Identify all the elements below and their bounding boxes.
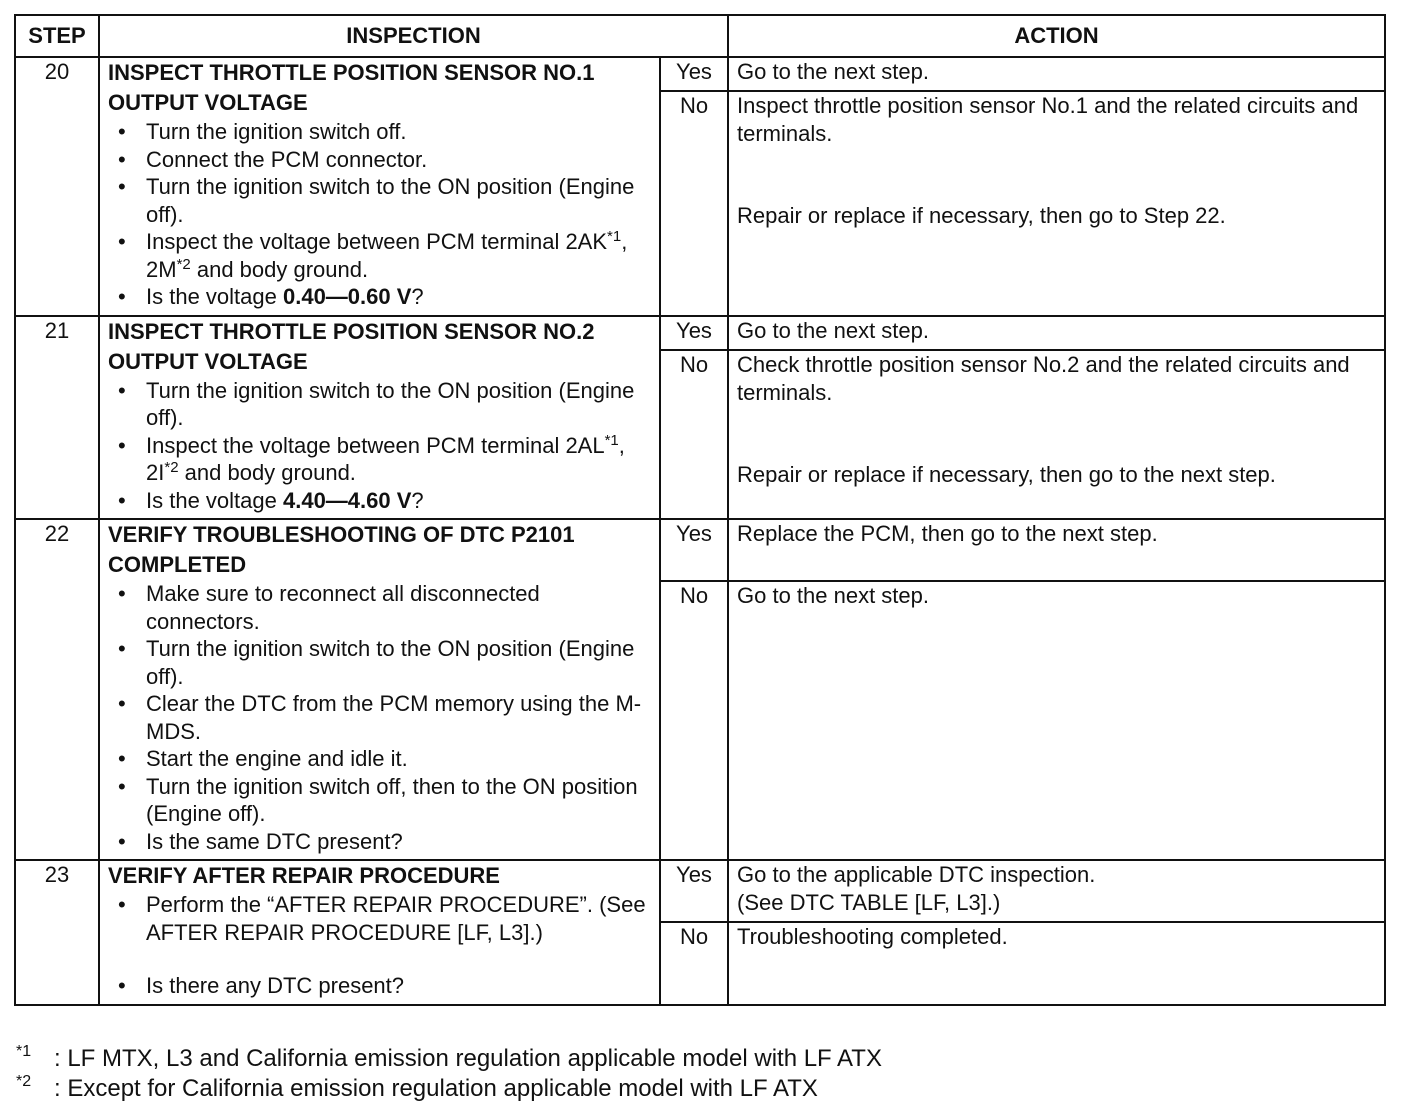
step-row-yes: [15, 57, 1385, 91]
bullet-item: [108, 487, 651, 515]
bullet-item: [108, 432, 651, 487]
bullet-text: Inspect the voltage between PCM terminal 2AL: [146, 432, 605, 458]
no-action-cell: [728, 91, 1385, 316]
no-action-followup: Repair or replace if necessary, then go to the next step.: [737, 461, 1276, 487]
footnote-mark: *1: [16, 1043, 32, 1060]
bullet-item: • Perform the “AFTER REPAIR PROCEDURE”. (See AFTER REPAIR PROCEDURE [LF, L3].): [108, 891, 651, 946]
no-action: Check throttle position sensor No.2 and the related circuits and terminals.: [737, 351, 1350, 405]
bullet-item: • Connect the PCM connector.: [108, 146, 651, 174]
footnote-ref: *1: [604, 431, 619, 449]
header-action: ACTION: [728, 15, 1385, 57]
bullet-text: Is the voltage: [146, 487, 283, 513]
step-number: 21: [15, 316, 99, 520]
bullet-item: • Clear the DTC from the PCM memory using the M-MDS.: [108, 690, 651, 745]
troubleshooting-table: [14, 14, 1386, 1006]
bullet-item: • Turn the ignition switch to the ON position (Engine off).: [108, 173, 651, 228]
bullet-item: • Turn the ignition switch off.: [108, 118, 651, 146]
inspection-bullets: [108, 891, 651, 1004]
bullet-text: Inspect the voltage between PCM terminal 2AK: [146, 229, 608, 254]
bullet-item: • Make sure to reconnect all disconnected connectors.: [108, 580, 651, 635]
inspection-title: VERIFY TROUBLESHOOTING OF DTC P2101 COMPLETED: [108, 522, 575, 577]
inspection-bullets: [108, 377, 651, 519]
bullet-text: and body ground.: [190, 256, 369, 282]
footnote-text: : Except for California emission regulation applicable model with LF ATX: [54, 1075, 818, 1102]
no-label: No: [660, 922, 728, 1005]
yes-label: Yes: [660, 316, 728, 350]
step-number: 20: [15, 57, 99, 316]
yes-action: Go to the next step.: [728, 316, 1385, 350]
yes-action: Replace the PCM, then go to the next step.: [728, 519, 1385, 581]
footnote-marker: [16, 1044, 54, 1074]
inspection-cell: [99, 519, 660, 860]
footnote-1: [16, 1044, 882, 1074]
inspection-title: INSPECT THROTTLE POSITION SENSOR NO.2 OUTPUT VOLTAGE: [108, 318, 595, 374]
header-row: [15, 15, 1385, 57]
yes-action-reference: (See DTC TABLE [LF, L3].): [737, 890, 1001, 915]
footnote-ref: *2: [176, 255, 191, 273]
yes-label: Yes: [660, 860, 728, 922]
inspection-cell: [99, 316, 660, 520]
bullet-item: [108, 228, 651, 283]
bullet-text: ?: [411, 284, 424, 309]
yes-label: Yes: [660, 519, 728, 581]
yes-action: Go to the next step.: [728, 57, 1385, 91]
bullet-text: , 2I: [146, 432, 625, 485]
no-action: Go to the next step.: [728, 581, 1385, 860]
bullet-text: and body ground.: [178, 460, 356, 485]
bullet-item: • Turn the ignition switch to the ON position (Engine off).: [108, 377, 651, 432]
bullet-item: [108, 283, 651, 311]
no-action-followup: Repair or replace if necessary, then go to Step 22.: [737, 203, 1226, 228]
inspection-bullets: [108, 580, 651, 859]
step-number: 23: [15, 860, 99, 1005]
no-label: No: [660, 350, 728, 520]
bullet-item: • Turn the ignition switch to the ON position (Engine off).: [108, 635, 651, 690]
step-row-yes: [15, 519, 1385, 581]
yes-action-cell: [728, 860, 1385, 922]
inspection-cell: [99, 57, 660, 316]
bullet-text: ?: [411, 487, 424, 513]
footnote-2: [16, 1074, 882, 1104]
voltage-range: 4.40—4.60 V: [282, 487, 412, 513]
inspection-bullets: [108, 118, 651, 315]
footnotes: [16, 1044, 882, 1104]
inspection-title: INSPECT THROTTLE POSITION SENSOR NO.1 OUTPUT VOLTAGE: [108, 60, 595, 115]
step-row-yes: [15, 316, 1385, 350]
no-action-cell: [728, 350, 1385, 520]
footnote-marker: [16, 1074, 54, 1104]
footnote-ref: *1: [607, 228, 622, 245]
footnote-text: : LF MTX, L3 and California emission regulation applicable model with LF ATX: [54, 1045, 882, 1072]
bullet-item: • Turn the ignition switch off, then to the ON position (Engine off).: [108, 773, 651, 828]
footnote-mark: *2: [16, 1073, 32, 1090]
inspection-cell: [99, 860, 660, 1005]
bullet-text: Is the voltage: [146, 284, 283, 309]
bullet-text: , 2M: [146, 229, 628, 282]
no-action: Troubleshooting completed.: [728, 922, 1385, 1005]
step-row-yes: [15, 860, 1385, 922]
bullet-item: • Is the same DTC present?: [108, 828, 651, 856]
no-label: No: [660, 91, 728, 316]
no-label: No: [660, 581, 728, 860]
header-step: STEP: [15, 15, 99, 57]
inspection-title: VERIFY AFTER REPAIR PROCEDURE: [108, 863, 500, 888]
header-inspection: INSPECTION: [99, 15, 728, 57]
yes-label: Yes: [660, 57, 728, 91]
yes-action: Go to the applicable DTC inspection.: [737, 862, 1096, 887]
footnote-ref: *2: [164, 459, 179, 476]
bullet-item: • Start the engine and idle it.: [108, 745, 651, 773]
bullet-item: • Is there any DTC present?: [108, 972, 651, 1000]
voltage-range: 0.40—0.60 V: [282, 284, 412, 309]
no-action: Inspect throttle position sensor No.1 and the related circuits and terminals.: [737, 93, 1359, 146]
step-number: 22: [15, 519, 99, 860]
